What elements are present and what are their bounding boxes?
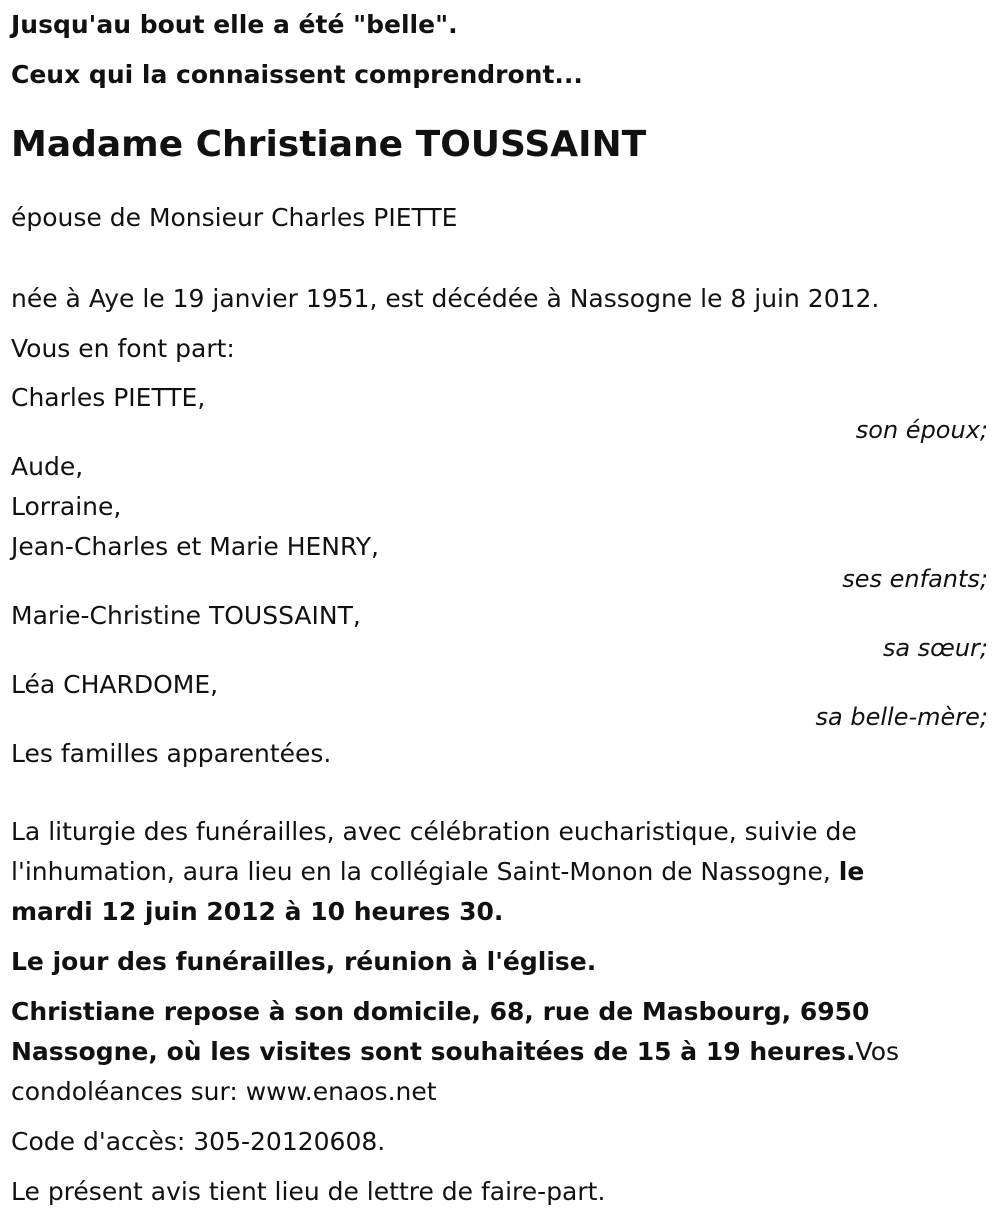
- family-child-1: Aude,: [11, 452, 84, 481]
- meeting-line: Le jour des funérailles, réunion à l'église.: [11, 947, 597, 976]
- epigraph-line-2: Ceux qui la connaissent comprendront...: [11, 60, 583, 89]
- family-mother-in-law-role: sa belle-mère;: [815, 703, 988, 731]
- access-code: Code d'accès: 305-20120608.: [11, 1127, 386, 1156]
- family-children-role: ses enfants;: [842, 565, 988, 593]
- announce-line: Vous en font part:: [11, 334, 235, 363]
- funeral-line-1: La liturgie des funérailles, avec célébration eucharistique, suivie de: [11, 817, 857, 846]
- closing-line: Le présent avis tient lieu de lettre de faire-part.: [11, 1177, 606, 1206]
- funeral-line-2: [11, 852, 989, 892]
- birth-death-line: née à Aye le 19 janvier 1951, est décédée à Nassogne le 8 juin 2012.: [11, 284, 880, 313]
- family-sister-role: sa sœur;: [882, 634, 988, 662]
- funeral-date: mardi 12 juin 2012 à 10 heures 30.: [11, 897, 504, 926]
- family-relatives: Les familles apparentées.: [11, 739, 332, 768]
- spouse-line: épouse de Monsieur Charles PIETTE: [11, 203, 458, 232]
- family-husband-role: son époux;: [855, 416, 988, 444]
- repose-line-2-bold: Nassogne, où les visites sont souhaitées de 15 à 19 heures.: [11, 1037, 856, 1066]
- repose-line-2: [11, 1032, 989, 1072]
- family-sister: Marie-Christine TOUSSAINT,: [11, 601, 361, 630]
- family-child-2: Lorraine,: [11, 492, 122, 521]
- funeral-line-2-text: l'inhumation, aura lieu en la collégiale Saint-Monon de Nassogne,: [11, 857, 831, 886]
- obituary-notice: [0, 5, 1000, 1232]
- epigraph-line-1: Jusqu'au bout elle a été "belle".: [11, 10, 458, 39]
- condolences-line: condoléances sur: www.enaos.net: [11, 1077, 437, 1106]
- deceased-name: Madame Christiane TOUSSAINT: [11, 124, 647, 165]
- family-child-3: Jean-Charles et Marie HENRY,: [11, 532, 379, 561]
- funeral-line-2-bold: le: [838, 857, 865, 886]
- repose-line-2-tail: Vos: [855, 1037, 900, 1066]
- family-mother-in-law: Léa CHARDOME,: [11, 670, 219, 699]
- family-husband: Charles PIETTE,: [11, 383, 206, 412]
- repose-line-1: Christiane repose à son domicile, 68, rue de Masbourg, 6950: [11, 997, 870, 1026]
